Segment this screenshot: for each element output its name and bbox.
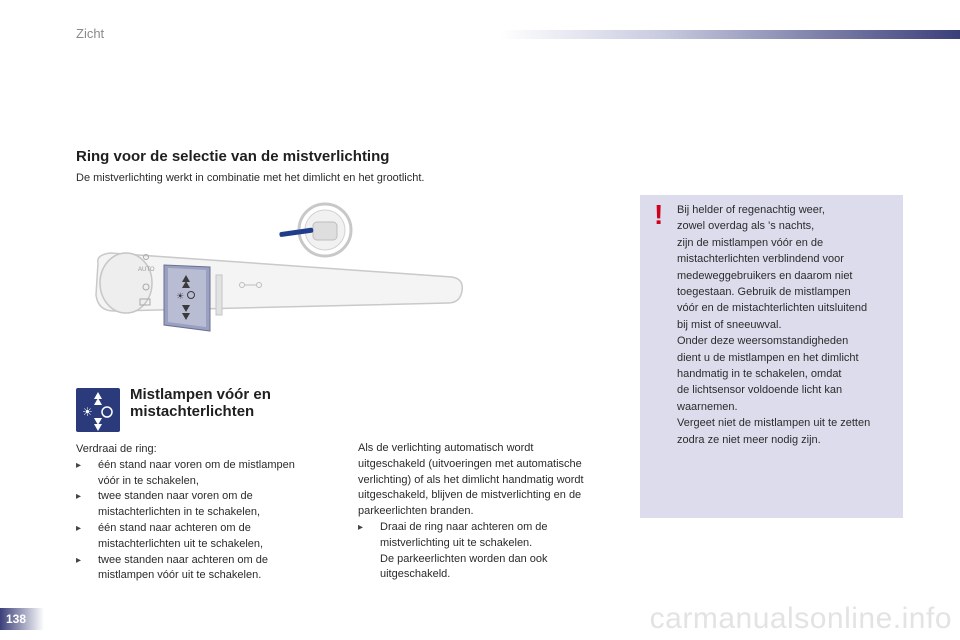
warning-line: zijn de mistlampen vóór en de [677,236,824,249]
light-stalk-illustration [90,195,470,345]
bullet-text: mistlampen vóór uit te schakelen. [98,569,262,582]
bullet-text: mistverlichting uit te schakelen. [380,536,533,549]
bullet-text: twee standen naar voren om de [98,490,253,503]
header-bar [500,30,960,39]
warning-line: medeweggebruikers en daarom niet [677,269,853,282]
warning-line: Onder deze weersomstandigheden [677,335,849,348]
subsection-title-line2: mistachterlichten [130,403,255,420]
paragraph-line: uitgeschakeld, blijven de mistverlichting en de [358,489,582,502]
page-number: 138 [6,612,27,626]
warning-line: Bij helder of regenachtig weer, [677,204,825,216]
warning-line: zowel overdag als 's nachts, [677,220,815,233]
paragraph-line: uitgeschakeld (uitvoeringen met automatische [358,457,582,470]
middle-column [358,441,620,583]
subsection-title-line1: Mistlampen vóór en [130,386,271,403]
subsection-title [130,386,350,420]
section-title: Ring voor de selectie van de mistverlichting [76,148,390,165]
warning-line: dient u de mistlampen en het dimlicht [677,351,859,364]
bullet-text: één stand naar voren om de mistlampen [98,458,295,471]
section-intro: De mistverlichting werkt in combinatie met het dimlicht en het grootlicht. [76,172,425,184]
bullet-text: vóór in te schakelen, [98,474,199,487]
warning-line: mistachterlichten verblindend voor [677,253,844,266]
middle-paragraph [358,441,620,520]
svg-text:☀: ☀ [176,292,185,302]
svg-text:☀: ☀ [82,405,93,419]
bullet-icon: ▸ [76,554,82,566]
bullet-text: Draai de ring naar achteren om de [380,520,548,533]
paragraph-line: verlichting) of als het dimlicht handmatig wordt [358,473,584,486]
warning-box [640,195,903,518]
auto-label: AUTO [138,267,155,273]
steering-wheel-icon [279,204,351,256]
bullet-icon: ▸ [76,459,82,471]
bullet-text: mistachterlichten in te schakelen, [98,506,261,519]
warning-line: de lichtsensor voldoende licht kan [677,384,843,397]
left-column [76,442,336,584]
bullet-icon: ▸ [358,521,364,533]
list-item [76,521,336,553]
bullet-text: De parkeerlichten worden dan ook [380,552,548,565]
exclamation-icon: ! [654,199,664,230]
chapter-title: Zicht [76,26,105,41]
paragraph-line: Als de verlichting automatisch wordt [358,442,534,454]
bullet-text: één stand naar achteren om de [98,521,251,534]
warning-line: zodra ze niet meer nodig zijn. [677,433,821,446]
warning-text [677,202,899,448]
list-item [76,553,336,585]
list-item [76,489,336,521]
warning-line: bij mist of sneeuwval. [677,318,782,331]
warning-line: Vergeet niet de mistlampen uit te zetten [677,417,871,430]
bullet-icon: ▸ [76,522,82,534]
paragraph-line: parkeerlichten branden. [358,505,474,518]
warning-line: handmatig in te schakelen, omdat [677,368,842,381]
bullet-text: uitgeschakeld. [380,568,451,581]
warning-line: toegestaan. Gebruik de mistlampen [677,286,851,299]
watermark: carmanualsonline.info [649,602,952,635]
list-item [358,520,620,583]
list-item [76,458,336,490]
left-lead: Verdraai de ring: [76,443,157,455]
warning-line: waarnemen. [677,400,738,413]
bullet-text: mistachterlichten uit te schakelen, [98,537,264,550]
fog-lamp-ring-icon [76,388,120,432]
bullet-icon: ▸ [76,491,82,503]
warning-line: vóór en de mistachterlichten uitsluitend [677,302,868,315]
bullet-text: twee standen naar achteren om de [98,553,269,566]
